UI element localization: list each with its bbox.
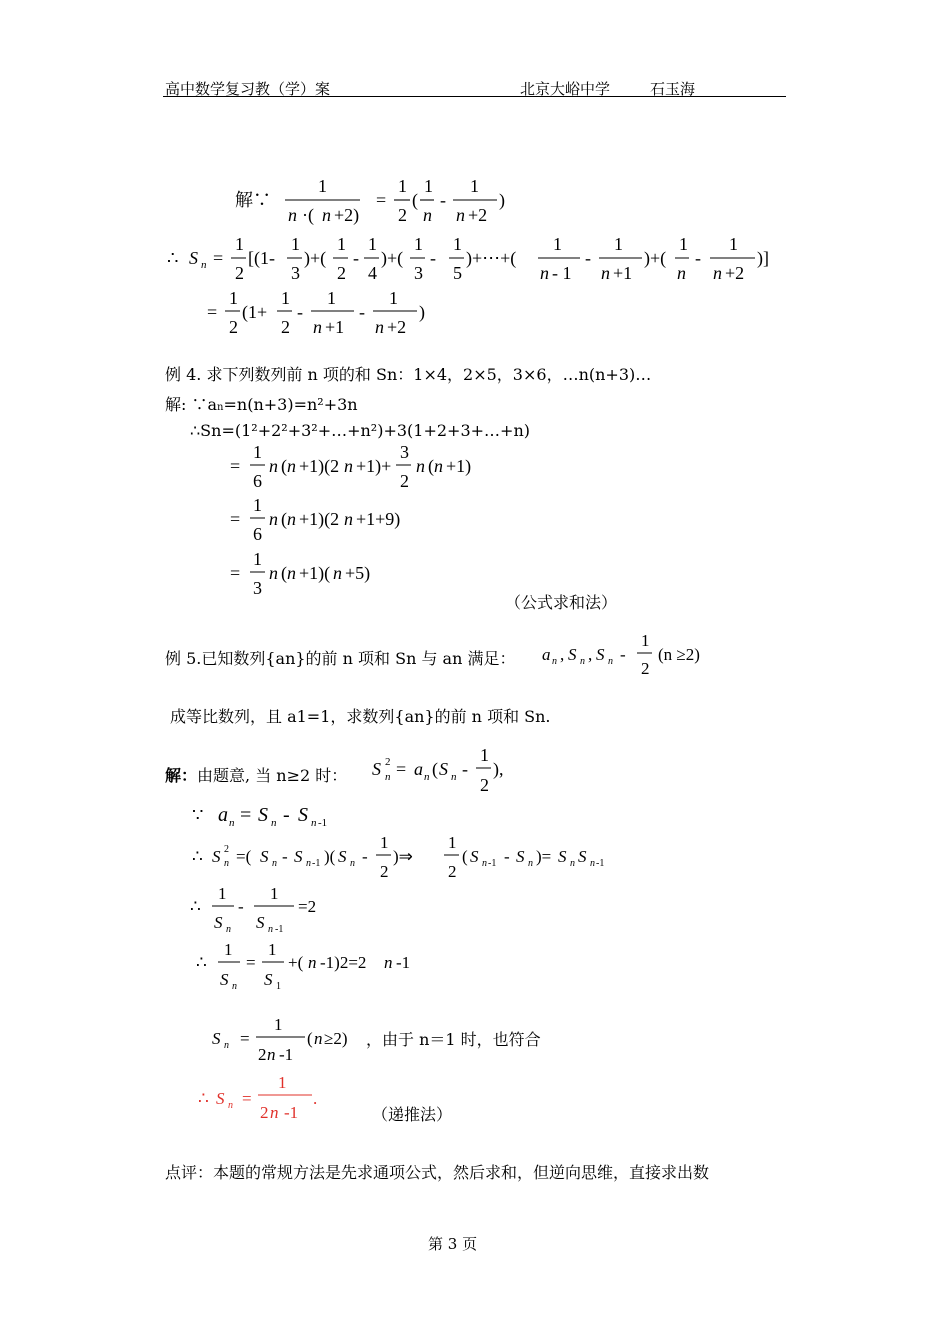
svg-text:n: n bbox=[288, 205, 297, 225]
svg-text:n: n bbox=[269, 563, 278, 583]
svg-text:n: n bbox=[287, 456, 296, 476]
svg-text:+1: +1 bbox=[325, 317, 345, 337]
svg-text:1: 1 bbox=[448, 833, 457, 852]
svg-text:)]: )] bbox=[757, 248, 769, 268]
svg-text:S: S bbox=[216, 1089, 225, 1108]
svg-text:-1: -1 bbox=[312, 858, 321, 869]
svg-text:S: S bbox=[214, 913, 223, 932]
svg-text:S: S bbox=[439, 759, 448, 779]
svg-text:n: n bbox=[313, 317, 322, 337]
svg-text:-: - bbox=[362, 847, 368, 866]
svg-text:S: S bbox=[294, 847, 303, 866]
svg-text:=2: =2 bbox=[298, 897, 317, 916]
svg-text:n: n bbox=[287, 563, 296, 583]
svg-text:S: S bbox=[260, 847, 269, 866]
svg-text:+(: +( bbox=[288, 953, 304, 972]
svg-text:a: a bbox=[542, 645, 551, 664]
svg-text:1: 1 bbox=[274, 1015, 283, 1034]
svg-text:n: n bbox=[423, 205, 432, 225]
svg-text:)=: )= bbox=[536, 847, 552, 866]
svg-text:n: n bbox=[713, 263, 722, 283]
solution-intro-equation bbox=[280, 172, 530, 232]
svg-text:n: n bbox=[232, 981, 237, 992]
svg-text:=(: =( bbox=[236, 847, 252, 866]
svg-text:1: 1 bbox=[453, 234, 462, 254]
svg-text:3: 3 bbox=[253, 578, 262, 598]
svg-text:6: 6 bbox=[253, 471, 262, 491]
example4-method: （公式求和法） bbox=[505, 593, 618, 612]
svg-text:2: 2 bbox=[380, 862, 389, 881]
example5-eq-an bbox=[190, 798, 390, 832]
svg-text:n: n bbox=[570, 858, 575, 869]
svg-text:1: 1 bbox=[424, 176, 433, 196]
svg-text:-1: -1 bbox=[279, 1045, 294, 1064]
svg-text:n: n bbox=[552, 656, 557, 667]
svg-text:,: , bbox=[588, 645, 593, 664]
svg-text:n: n bbox=[271, 817, 277, 829]
svg-text:=: = bbox=[207, 302, 218, 322]
svg-text:2: 2 bbox=[258, 1045, 267, 1064]
svg-text:1: 1 bbox=[276, 981, 281, 992]
svg-text:1: 1 bbox=[218, 884, 227, 903]
svg-text:n: n bbox=[201, 259, 207, 271]
svg-text:+5): +5) bbox=[345, 563, 371, 583]
svg-text:3: 3 bbox=[400, 442, 409, 462]
svg-text:+2: +2 bbox=[387, 317, 407, 337]
svg-text:1: 1 bbox=[470, 176, 479, 196]
svg-text:-: - bbox=[359, 302, 365, 322]
svg-text:S: S bbox=[578, 847, 587, 866]
svg-text:)+(: )+( bbox=[381, 248, 404, 268]
svg-text:+1)+: +1)+ bbox=[356, 456, 392, 476]
svg-text:n: n bbox=[268, 924, 273, 935]
example4-sum-line: ∴Sn=(1²+2²+3²+…+n²)+3(1+2+3+…+n) bbox=[190, 421, 530, 440]
svg-text:n: n bbox=[608, 656, 613, 667]
svg-text:-: - bbox=[695, 248, 701, 268]
svg-text:n: n bbox=[416, 456, 425, 476]
svg-text:.: . bbox=[313, 1089, 318, 1108]
svg-text:n: n bbox=[306, 858, 311, 869]
svg-text:1: 1 bbox=[235, 234, 244, 254]
svg-text:1: 1 bbox=[337, 234, 346, 254]
example5-condition bbox=[540, 630, 740, 680]
svg-text:-1: -1 bbox=[488, 858, 497, 869]
svg-text:≥2): ≥2) bbox=[324, 1029, 348, 1048]
svg-text:1: 1 bbox=[253, 549, 262, 569]
svg-text:(: ( bbox=[428, 456, 434, 476]
svg-text:=: = bbox=[396, 759, 407, 779]
svg-text:S: S bbox=[189, 248, 198, 268]
svg-text:1: 1 bbox=[253, 495, 262, 515]
svg-text:∴: ∴ bbox=[198, 1089, 209, 1108]
svg-text:S: S bbox=[264, 970, 273, 989]
svg-text:n: n bbox=[451, 771, 457, 783]
svg-text:n: n bbox=[384, 953, 393, 972]
svg-text:-1: -1 bbox=[284, 1103, 299, 1122]
svg-text:-: - bbox=[585, 248, 591, 268]
svg-text:-1: -1 bbox=[596, 858, 605, 869]
svg-text:-: - bbox=[297, 302, 303, 322]
svg-text:n: n bbox=[272, 858, 277, 869]
svg-text:1: 1 bbox=[398, 176, 407, 196]
svg-text:n: n bbox=[267, 1045, 276, 1064]
svg-text:(: ( bbox=[432, 759, 438, 779]
example5-title: 例 5.已知数列{an}的前 n 项和 Sn 与 an 满足： bbox=[165, 649, 516, 668]
svg-text:n: n bbox=[311, 817, 317, 829]
header-rule bbox=[163, 96, 786, 97]
svg-text:n: n bbox=[314, 1029, 323, 1048]
svg-text:4: 4 bbox=[368, 263, 377, 283]
example5-solution-intro: 解：由题意, 当 n≥2 时： bbox=[165, 766, 348, 785]
svg-text:∴: ∴ bbox=[196, 953, 207, 972]
svg-text:=: = bbox=[230, 509, 241, 529]
svg-text:)+(: )+( bbox=[644, 248, 667, 268]
svg-text:(: ( bbox=[307, 1029, 313, 1048]
svg-text:-: - bbox=[238, 897, 244, 916]
svg-text:2: 2 bbox=[235, 263, 244, 283]
svg-text:1: 1 bbox=[281, 288, 290, 308]
svg-text:2: 2 bbox=[224, 844, 229, 855]
svg-text:n: n bbox=[375, 317, 384, 337]
sum-telescoping-line bbox=[165, 228, 785, 288]
svg-text:1: 1 bbox=[224, 940, 233, 959]
svg-text:6: 6 bbox=[253, 524, 262, 544]
svg-text:n: n bbox=[344, 509, 353, 529]
svg-text:1: 1 bbox=[414, 234, 423, 254]
svg-text:(: ( bbox=[281, 509, 287, 529]
svg-text:∴: ∴ bbox=[192, 847, 203, 866]
svg-text:-: - bbox=[440, 190, 446, 210]
header-school: 北京大峪中学 bbox=[520, 80, 611, 98]
example5-eq-product bbox=[190, 830, 650, 884]
svg-text:+2: +2 bbox=[725, 263, 745, 283]
svg-text:n: n bbox=[228, 1100, 233, 1111]
svg-text:1: 1 bbox=[270, 884, 279, 903]
svg-text:)+⋯+(: )+⋯+( bbox=[466, 248, 517, 268]
svg-text:n: n bbox=[456, 205, 465, 225]
example4-title: 例 4. 求下列数列前 n 项的和 Sn：1×4，2×5，3×6，…n(n+3)… bbox=[165, 365, 652, 384]
svg-text:2: 2 bbox=[385, 756, 391, 768]
svg-text:+2: +2 bbox=[468, 205, 488, 225]
svg-text:3: 3 bbox=[291, 263, 300, 283]
svg-text:S: S bbox=[568, 645, 577, 664]
svg-text:1: 1 bbox=[380, 833, 389, 852]
svg-text:n: n bbox=[677, 263, 686, 283]
svg-text:),: ), bbox=[493, 759, 504, 779]
svg-text:+2): +2) bbox=[334, 205, 360, 225]
svg-text:5: 5 bbox=[453, 263, 462, 283]
svg-text:a: a bbox=[414, 759, 423, 779]
svg-text:-: - bbox=[430, 248, 436, 268]
svg-text:-: - bbox=[283, 804, 290, 826]
svg-text:n: n bbox=[580, 656, 585, 667]
svg-text:2: 2 bbox=[400, 471, 409, 491]
svg-text:S: S bbox=[596, 645, 605, 664]
sum-result-line bbox=[205, 288, 445, 348]
svg-text:+1)(: +1)( bbox=[299, 563, 331, 583]
svg-text:S: S bbox=[558, 847, 567, 866]
svg-text:n: n bbox=[424, 771, 430, 783]
svg-text:1: 1 bbox=[368, 234, 377, 254]
svg-text:1: 1 bbox=[389, 288, 398, 308]
svg-text:(: ( bbox=[281, 563, 287, 583]
svg-text:)⇒: )⇒ bbox=[393, 847, 413, 866]
svg-text:=: = bbox=[376, 190, 387, 210]
svg-text:n: n bbox=[590, 858, 595, 869]
svg-text:+1)(2: +1)(2 bbox=[299, 509, 340, 529]
svg-text:·(: ·( bbox=[302, 205, 314, 225]
svg-text:=: = bbox=[213, 248, 224, 268]
svg-text:S: S bbox=[372, 759, 381, 779]
svg-text:=: = bbox=[230, 456, 241, 476]
svg-text:a: a bbox=[218, 804, 228, 826]
example4-solution-label: 解: ∵an=n(n+3)=n²+3n bbox=[165, 395, 358, 414]
svg-text:n: n bbox=[224, 858, 229, 869]
svg-text:S: S bbox=[338, 847, 347, 866]
svg-text:n: n bbox=[226, 924, 231, 935]
svg-text:-: - bbox=[353, 248, 359, 268]
example4-derivation bbox=[228, 440, 528, 600]
svg-text:+1+9): +1+9) bbox=[356, 509, 401, 529]
svg-text:2: 2 bbox=[229, 317, 238, 337]
svg-text:2: 2 bbox=[337, 263, 346, 283]
svg-text:S: S bbox=[256, 913, 265, 932]
svg-text:-1: -1 bbox=[318, 817, 328, 829]
svg-text:): ) bbox=[419, 302, 425, 322]
svg-text:=: = bbox=[230, 563, 241, 583]
svg-text:n: n bbox=[269, 456, 278, 476]
svg-text:n: n bbox=[540, 263, 549, 283]
svg-text:- 1: - 1 bbox=[552, 263, 572, 283]
svg-text:1: 1 bbox=[253, 442, 262, 462]
svg-text:S: S bbox=[212, 847, 221, 866]
svg-text:-: - bbox=[504, 847, 510, 866]
svg-text:n: n bbox=[229, 817, 235, 829]
example5-eq-sn bbox=[210, 1012, 370, 1070]
svg-text:S: S bbox=[220, 970, 229, 989]
svg-text:1: 1 bbox=[553, 234, 562, 254]
svg-text:(n ≥2): (n ≥2) bbox=[658, 645, 700, 664]
svg-text:=: = bbox=[240, 804, 252, 826]
svg-text:=: = bbox=[246, 953, 256, 972]
svg-text:,: , bbox=[560, 645, 565, 664]
svg-text:1: 1 bbox=[641, 631, 650, 650]
svg-text:n: n bbox=[270, 1103, 279, 1122]
svg-text:n: n bbox=[344, 456, 353, 476]
svg-text:1: 1 bbox=[318, 176, 327, 196]
svg-text:-: - bbox=[462, 759, 468, 779]
header-author: 石玉海 bbox=[650, 80, 696, 98]
svg-text:=: = bbox=[240, 1029, 250, 1048]
example5-note: ，由于 n＝1 时，也符合 bbox=[366, 1030, 541, 1049]
svg-text:=: = bbox=[242, 1089, 252, 1108]
svg-text:-: - bbox=[620, 645, 626, 664]
example5-eq-general bbox=[194, 938, 454, 996]
svg-text:n: n bbox=[308, 953, 317, 972]
svg-text:): ) bbox=[499, 190, 505, 210]
svg-text:(1+: (1+ bbox=[242, 302, 268, 322]
svg-text:1: 1 bbox=[480, 745, 489, 765]
svg-text:-1: -1 bbox=[275, 924, 284, 935]
svg-text:S: S bbox=[258, 804, 268, 826]
svg-text:n: n bbox=[224, 1040, 229, 1051]
svg-text:2: 2 bbox=[448, 862, 457, 881]
header-title: 高中数学复习教（学）案 bbox=[165, 80, 331, 98]
svg-text:1: 1 bbox=[268, 940, 277, 959]
svg-text:1: 1 bbox=[229, 288, 238, 308]
svg-text:n: n bbox=[287, 509, 296, 529]
svg-text:-: - bbox=[282, 847, 288, 866]
svg-text:(: ( bbox=[281, 456, 287, 476]
svg-text:2: 2 bbox=[281, 317, 290, 337]
svg-text:∴: ∴ bbox=[190, 897, 201, 916]
svg-text:1: 1 bbox=[729, 234, 738, 254]
svg-text:∴: ∴ bbox=[167, 248, 179, 268]
svg-text:(: ( bbox=[462, 847, 468, 866]
svg-text:n: n bbox=[601, 263, 610, 283]
svg-text:n: n bbox=[385, 771, 391, 783]
svg-text:1: 1 bbox=[614, 234, 623, 254]
svg-text:n: n bbox=[528, 858, 533, 869]
svg-text:n: n bbox=[333, 563, 342, 583]
svg-text:+1: +1 bbox=[613, 263, 633, 283]
svg-text:n: n bbox=[322, 205, 331, 225]
svg-text:n: n bbox=[434, 456, 443, 476]
svg-text:n: n bbox=[350, 858, 355, 869]
svg-text:1: 1 bbox=[278, 1073, 287, 1092]
svg-text:S: S bbox=[298, 804, 308, 826]
svg-text:S: S bbox=[516, 847, 525, 866]
svg-text:+1)(2: +1)(2 bbox=[299, 456, 340, 476]
example5-eq-reciprocal bbox=[188, 882, 348, 938]
svg-text:1: 1 bbox=[679, 234, 688, 254]
svg-text:S: S bbox=[212, 1029, 221, 1048]
svg-text:-1: -1 bbox=[396, 953, 411, 972]
comment-text: 点评：本题的常规方法是先求通项公式，然后求和，但逆向思维，直接求出数 bbox=[165, 1163, 710, 1182]
svg-text:1: 1 bbox=[327, 288, 336, 308]
svg-text:+1): +1) bbox=[446, 456, 472, 476]
svg-text:(: ( bbox=[412, 190, 418, 210]
example5-final-answer bbox=[196, 1070, 356, 1128]
svg-text:)(: )( bbox=[324, 847, 336, 866]
svg-text:1: 1 bbox=[291, 234, 300, 254]
svg-text:-1)2=2: -1)2=2 bbox=[320, 953, 367, 972]
svg-text:[(1-: [(1- bbox=[248, 248, 275, 268]
svg-text:S: S bbox=[470, 847, 479, 866]
page-number: 第 3 页 bbox=[428, 1235, 478, 1253]
svg-text:n: n bbox=[482, 858, 487, 869]
svg-text:n: n bbox=[269, 509, 278, 529]
example5-eq-s2 bbox=[370, 745, 520, 801]
example5-line2: 成等比数列，且 a1=1，求数列{an}的前 n 项和 Sn. bbox=[170, 707, 551, 726]
solution-intro-label: 解∵ bbox=[235, 190, 271, 211]
svg-text:∵: ∵ bbox=[192, 805, 204, 825]
example5-method: （递推法） bbox=[372, 1105, 453, 1124]
svg-text:3: 3 bbox=[414, 263, 423, 283]
svg-text:2: 2 bbox=[398, 205, 407, 225]
svg-text:2: 2 bbox=[480, 775, 489, 795]
svg-text:)+(: )+( bbox=[304, 248, 327, 268]
svg-text:2: 2 bbox=[260, 1103, 269, 1122]
svg-text:2: 2 bbox=[641, 659, 650, 678]
